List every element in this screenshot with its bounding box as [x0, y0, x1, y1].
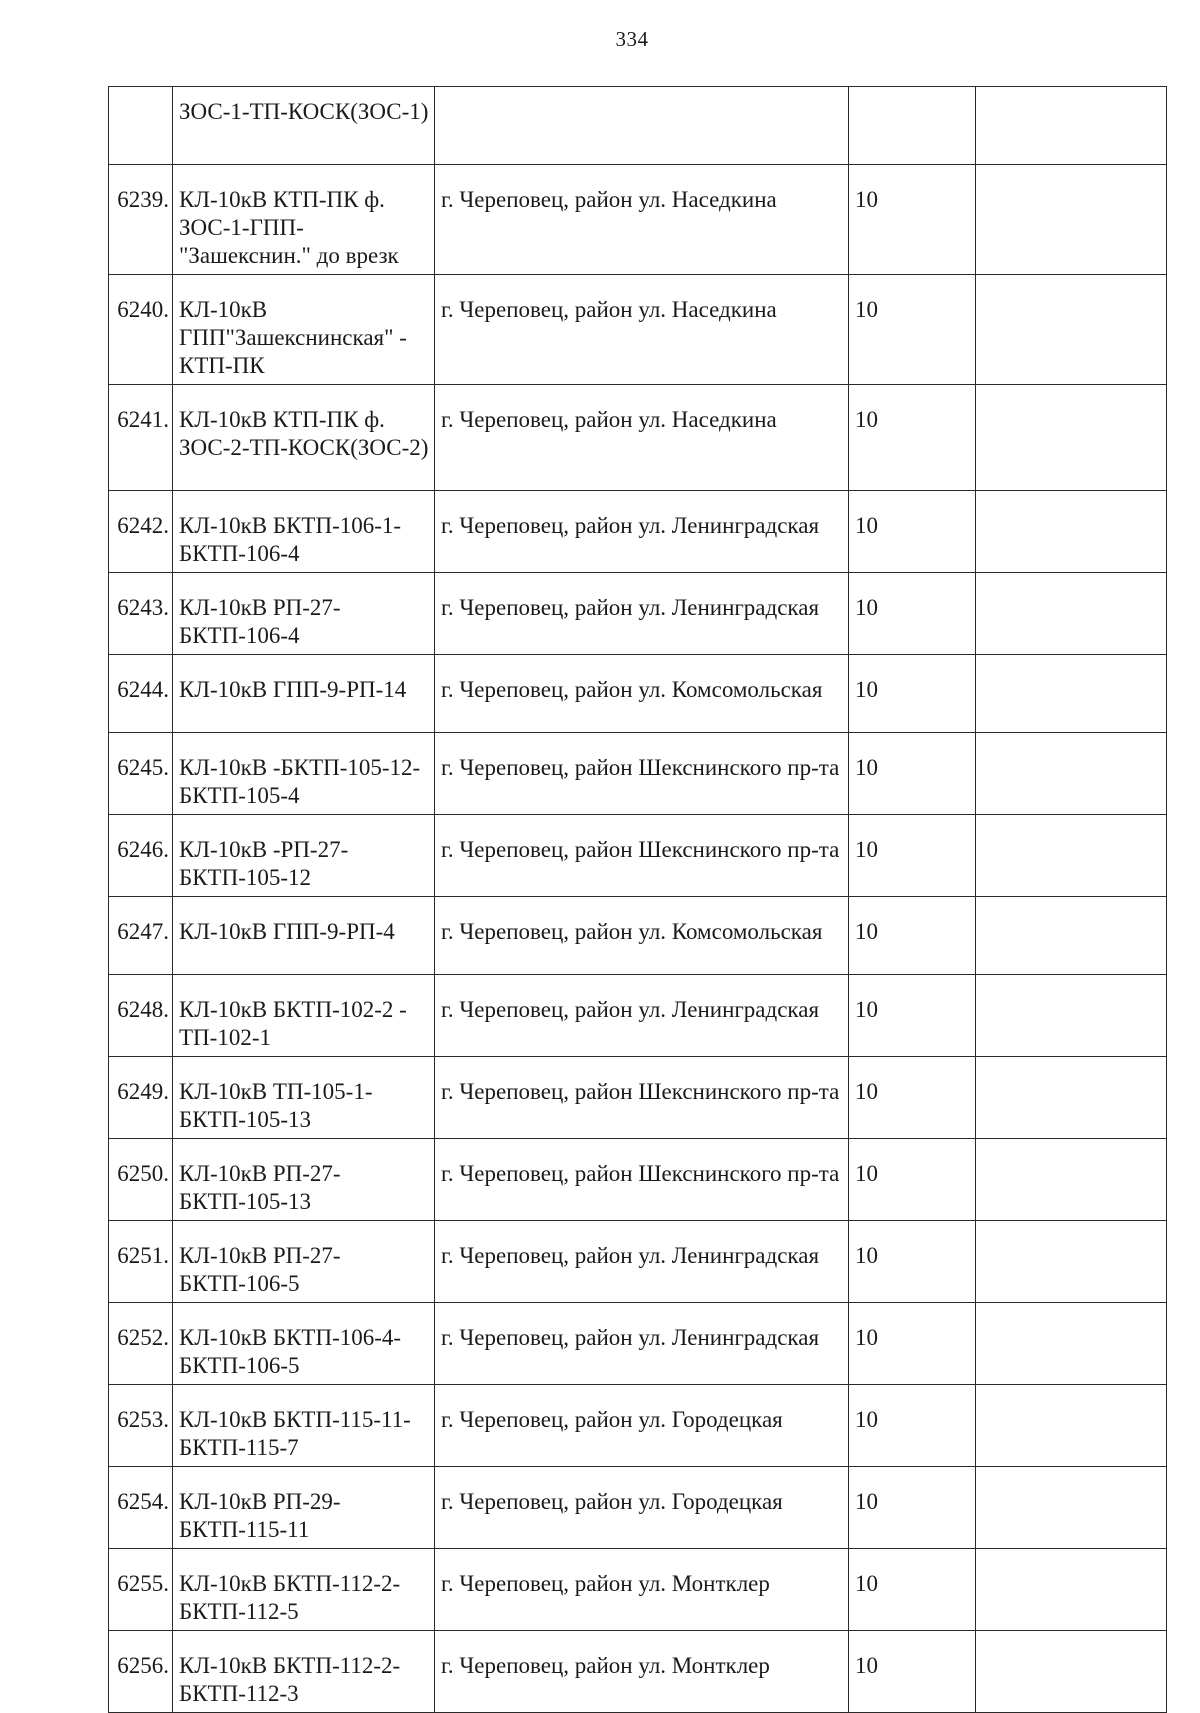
table-row [109, 573, 1167, 655]
row-number: 6241. [109, 385, 173, 491]
table-row [109, 1549, 1167, 1631]
line-name: ЗОС-1-ТП-КОСК(ЗОС-1) [173, 87, 435, 165]
table-row [109, 87, 1167, 165]
row-number: 6252. [109, 1303, 173, 1385]
line-extra [976, 573, 1167, 655]
line-name: КЛ-10кВ ГПП-9-РП-4 [173, 897, 435, 975]
row-number: 6250. [109, 1139, 173, 1221]
line-name: КЛ-10кВ ТП-105-1-БКТП-105-13 [173, 1057, 435, 1139]
line-voltage: 10 [849, 275, 976, 385]
line-extra [976, 1057, 1167, 1139]
table-row [109, 733, 1167, 815]
line-extra [976, 385, 1167, 491]
table-row [109, 385, 1167, 491]
row-number: 6251. [109, 1221, 173, 1303]
table-row [109, 1139, 1167, 1221]
line-extra [976, 975, 1167, 1057]
registry-table [108, 86, 1167, 1713]
line-address: г. Череповец, район Шекснинского пр-та [435, 733, 849, 815]
table-row [109, 1221, 1167, 1303]
table-row [109, 1057, 1167, 1139]
line-address: г. Череповец, район ул. Ленинградская [435, 1221, 849, 1303]
line-address: г. Череповец, район ул. Ленинградская [435, 1303, 849, 1385]
line-name: КЛ-10кВ ГПП"Зашекснинская" - КТП-ПК [173, 275, 435, 385]
line-address: г. Череповец, район ул. Ленинградская [435, 491, 849, 573]
line-voltage [849, 87, 976, 165]
line-name: КЛ-10кВ БКТП-115-11-БКТП-115-7 [173, 1385, 435, 1467]
line-voltage: 10 [849, 165, 976, 275]
line-address [435, 87, 849, 165]
line-extra [976, 655, 1167, 733]
table-row [109, 1467, 1167, 1549]
table-row [109, 491, 1167, 573]
line-extra [976, 1549, 1167, 1631]
table-row [109, 1631, 1167, 1713]
row-number: 6239. [109, 165, 173, 275]
line-voltage: 10 [849, 733, 976, 815]
line-extra [976, 1139, 1167, 1221]
line-name: КЛ-10кВ РП-27-БКТП-106-5 [173, 1221, 435, 1303]
line-extra [976, 87, 1167, 165]
line-name: КЛ-10кВ КТП-ПК ф. ЗОС-1-ГПП-"Зашекснин." до врезк [173, 165, 435, 275]
table-row [109, 897, 1167, 975]
line-address: г. Череповец, район ул. Комсомольская [435, 655, 849, 733]
line-address: г. Череповец, район ул. Наседкина [435, 165, 849, 275]
table-row [109, 1385, 1167, 1467]
line-address: г. Череповец, район ул. Наседкина [435, 275, 849, 385]
line-extra [976, 165, 1167, 275]
row-number: 6242. [109, 491, 173, 573]
line-voltage: 10 [849, 1549, 976, 1631]
line-name: КЛ-10кВ БКТП-106-1-БКТП-106-4 [173, 491, 435, 573]
line-voltage: 10 [849, 1631, 976, 1713]
line-address: г. Череповец, район ул. Монтклер [435, 1549, 849, 1631]
table-row [109, 655, 1167, 733]
table-row [109, 1303, 1167, 1385]
registry-rows [109, 87, 1167, 1713]
row-number: 6253. [109, 1385, 173, 1467]
line-address: г. Череповец, район ул. Наседкина [435, 385, 849, 491]
line-name: КЛ-10кВ -РП-27-БКТП-105-12 [173, 815, 435, 897]
row-number: 6249. [109, 1057, 173, 1139]
line-name: КЛ-10кВ КТП-ПК ф. ЗОС-2-ТП-КОСК(ЗОС-2) [173, 385, 435, 491]
line-voltage: 10 [849, 1303, 976, 1385]
row-number: 6246. [109, 815, 173, 897]
line-extra [976, 897, 1167, 975]
line-address: г. Череповец, район ул. Городецкая [435, 1467, 849, 1549]
table-row [109, 975, 1167, 1057]
line-address: г. Череповец, район ул. Городецкая [435, 1385, 849, 1467]
line-extra [976, 1467, 1167, 1549]
line-voltage: 10 [849, 655, 976, 733]
line-address: г. Череповец, район ул. Ленинградская [435, 573, 849, 655]
row-number: 6243. [109, 573, 173, 655]
line-extra [976, 1221, 1167, 1303]
line-name: КЛ-10кВ БКТП-112-2-БКТП-112-5 [173, 1549, 435, 1631]
line-name: КЛ-10кВ БКТП-112-2-БКТП-112-3 [173, 1631, 435, 1713]
line-address: г. Череповец, район ул. Комсомольская [435, 897, 849, 975]
line-voltage: 10 [849, 491, 976, 573]
line-voltage: 10 [849, 1139, 976, 1221]
page-number: 334 [615, 27, 649, 51]
line-extra [976, 1631, 1167, 1713]
line-name: КЛ-10кВ РП-27-БКТП-105-13 [173, 1139, 435, 1221]
line-voltage: 10 [849, 1057, 976, 1139]
line-voltage: 10 [849, 1221, 976, 1303]
line-name: КЛ-10кВ РП-27-БКТП-106-4 [173, 573, 435, 655]
line-extra [976, 1303, 1167, 1385]
line-name: КЛ-10кВ РП-29-БКТП-115-11 [173, 1467, 435, 1549]
table-row [109, 815, 1167, 897]
line-voltage: 10 [849, 1385, 976, 1467]
line-extra [976, 275, 1167, 385]
line-name: КЛ-10кВ -БКТП-105-12-БКТП-105-4 [173, 733, 435, 815]
table-row [109, 275, 1167, 385]
line-extra [976, 815, 1167, 897]
line-address: г. Череповец, район Шекснинского пр-та [435, 1057, 849, 1139]
line-name: КЛ-10кВ ГПП-9-РП-14 [173, 655, 435, 733]
row-number: 6240. [109, 275, 173, 385]
line-address: г. Череповец, район Шекснинского пр-та [435, 1139, 849, 1221]
line-voltage: 10 [849, 897, 976, 975]
row-number: 6244. [109, 655, 173, 733]
table-row [109, 165, 1167, 275]
line-name: КЛ-10кВ БКТП-106-4-БКТП-106-5 [173, 1303, 435, 1385]
line-voltage: 10 [849, 573, 976, 655]
line-extra [976, 491, 1167, 573]
line-address: г. Череповец, район ул. Монтклер [435, 1631, 849, 1713]
line-extra [976, 733, 1167, 815]
row-number: 6256. [109, 1631, 173, 1713]
line-address: г. Череповец, район ул. Ленинградская [435, 975, 849, 1057]
line-voltage: 10 [849, 1467, 976, 1549]
line-voltage: 10 [849, 815, 976, 897]
line-voltage: 10 [849, 975, 976, 1057]
row-number: 6248. [109, 975, 173, 1057]
row-number [109, 87, 173, 165]
line-address: г. Череповец, район Шекснинского пр-та [435, 815, 849, 897]
row-number: 6245. [109, 733, 173, 815]
row-number: 6254. [109, 1467, 173, 1549]
row-number: 6255. [109, 1549, 173, 1631]
line-extra [976, 1385, 1167, 1467]
line-voltage: 10 [849, 385, 976, 491]
line-name: КЛ-10кВ БКТП-102-2 - ТП-102-1 [173, 975, 435, 1057]
row-number: 6247. [109, 897, 173, 975]
